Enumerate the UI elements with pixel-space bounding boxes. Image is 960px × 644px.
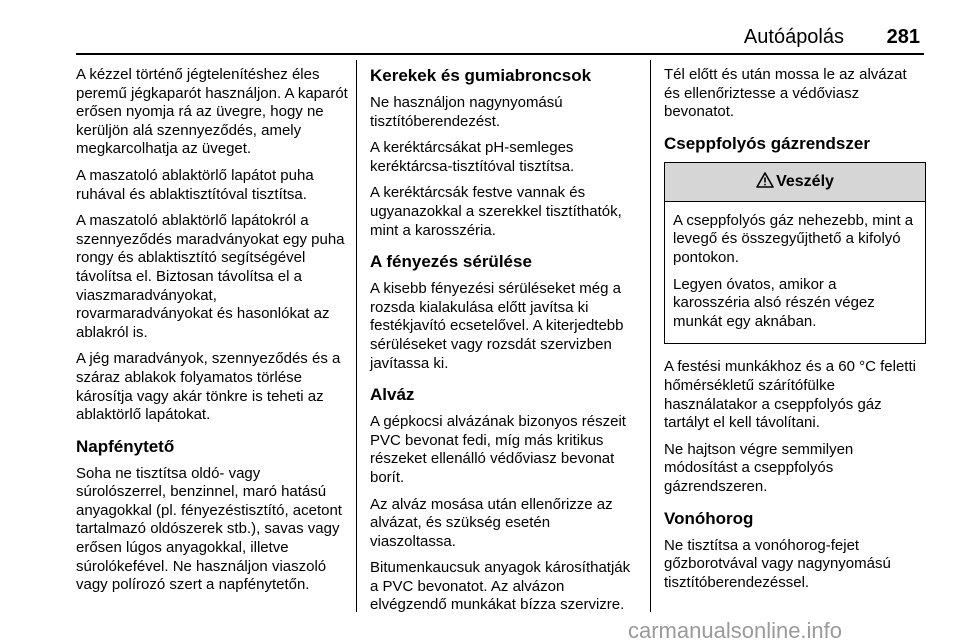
paragraph-sunroof: Soha ne tisztítsa oldó- vagy súrolószerrel, benzinnel, maró hatású anyagokkal (pl. fényezéstisztító, acetont tartalmazó oldószerek stb.), savas vagy erősen lúgos anyagokkal, illetve súrolókefével. Ne használjon viaszoló vagy polírozó szert a napfénytetőn.: [76, 464, 342, 594]
paragraph-wiper-blade-cleaning: A maszatoló ablaktörlő lapátot puha ruhával és ablaktisztítóval tisztítsa.: [76, 166, 314, 203]
heading-tow-hitch: Vonóhorog: [664, 508, 754, 528]
paragraph-wiper-damage: A jég maradványok, szennyeződés és a száraz ablakok folyamatos törlése károsítja vagy akár tönkre is teheti az ablaktörlő lapátokat.: [76, 350, 341, 424]
heading-paint-damage: A fényezés sérülése: [370, 252, 532, 272]
paragraph-paint-damage: A kisebb fényezési sérüléseket még a rozsda kialakulása előtt javítsa ki festékjavító ecsetelővel. A kiterjedtebb sérüléseket vagy rozsdát szervizben javítassa ki.: [370, 280, 624, 372]
paragraph-ice-scraper: A kézzel történő jégtelenítéshez éles peremű jégkaparót használjon. A kaparót erősen nyomja rá az üvegre, hogy ne kerüljön alá szennyeződés, amely megkarcolhatja az üveget.: [76, 66, 348, 158]
heading-sunroof: Napfénytető: [76, 436, 175, 456]
warning-title: Veszély: [776, 172, 834, 190]
paragraph-bitumen: Bitumenkaucsuk anyagok károsíthatják a PVC bevonatot. Az alvázon elvégzendő munkákat bízza szervizre.: [370, 559, 631, 614]
heading-underbody: Alváz: [370, 385, 415, 405]
paragraph-underbody-washing: Az alváz mosása után ellenőrizze az alvázat, és szükség esetén viaszoltassa.: [370, 495, 613, 550]
header-rule: [76, 53, 924, 55]
warning-header: [665, 163, 925, 202]
paragraph-winter-wash: Tél előtt és után mossa le az alvázat és ellenőriztesse a védőviasz bevonatot.: [664, 66, 907, 121]
paragraph-no-pressure-washer: Ne használjon nagynyomású tisztítóberendezést.: [370, 94, 563, 130]
column-divider-left: [356, 60, 357, 612]
paragraph-no-modification: Ne hajtson végre semmilyen módosítást a cseppfolyós gázrendszeren.: [664, 440, 854, 495]
heading-lpg-system: Cseppfolyós gázrendszer: [664, 133, 870, 153]
warning-paragraph-pit-work: Legyen óvatos, amikor a karosszéria alsó részén végez munkát egy aknában.: [673, 275, 875, 330]
section-title: Autóápolás: [743, 26, 844, 48]
warning-paragraph-heavier-than-air: A cseppfolyós gáz nehezebb, mint a levegő és összegyűjthető a kifolyó pontokon.: [673, 211, 914, 266]
watermark: carmanualsonline.info: [628, 618, 843, 643]
paragraph-wiper-residue: A maszatoló ablaktörlő lapátokról a szennyeződés maradványokat egy puha rongy és ablaktisztító segítségével távolítsa el. Biztosan távolítsa el a viaszmaradványokat, rovarmaradványokat és hasonlókat az ablakról is.: [76, 212, 345, 341]
column-right: [664, 66, 926, 600]
heading-wheels-tyres: Kerekek és gumiabroncsok: [370, 66, 592, 85]
paragraph-wheel-cleaner: A keréktárcsákat pH-semleges keréktárcsa-tisztítóval tisztítsa.: [370, 139, 575, 175]
warning-body: [665, 202, 925, 344]
paragraph-underbody-coating: A gépkocsi alvázának bizonyos részeit PVC bevonat fedi, míg más kritikus részeket ellenálló védőviasz bevonat borít.: [370, 413, 626, 486]
warning-triangle-icon: [756, 165, 774, 181]
paragraph-lpg-tank-removal: A festési munkákhoz és a 60 °C feletti hőmérsékletű szárítófülke használatakor a cseppfolyós gáz tartályt el kell távolítani.: [664, 358, 916, 432]
column-left: [76, 66, 348, 603]
paragraph-painted-wheels: A keréktárcsák festve vannak és ugyanazokkal a szerekkel tisztíthatók, mint a karosszéria.: [370, 184, 622, 239]
column-middle: [370, 66, 636, 623]
warning-box: [664, 162, 926, 345]
column-divider-right: [650, 60, 651, 612]
page-header: [0, 26, 960, 52]
paragraph-tow-hitch: Ne tisztítsa a vonóhorog-fejet gőzborotvával vagy nagynyomású tisztítóberendezéssel.: [664, 536, 891, 591]
page-number: 281: [886, 26, 920, 48]
